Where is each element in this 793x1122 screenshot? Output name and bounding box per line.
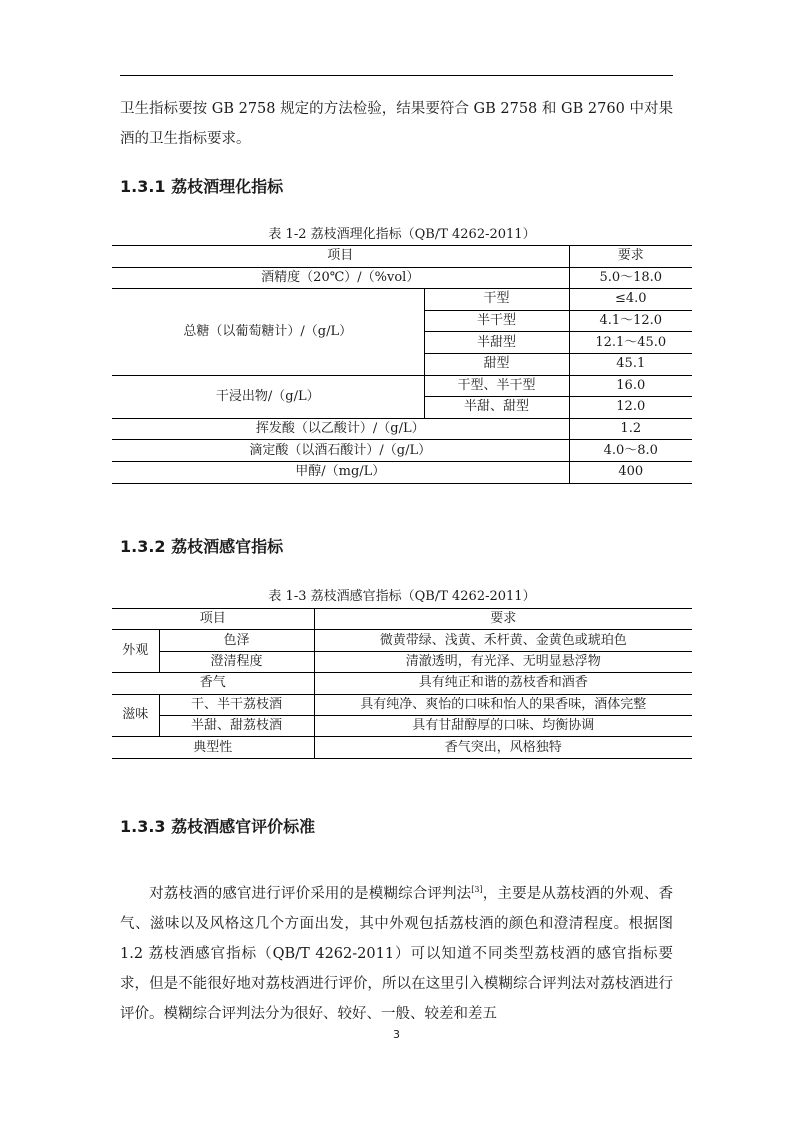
alcohol-label: 酒精度（20℃）/（%vol） bbox=[112, 267, 569, 289]
methanol-label: 甲醇/（mg/L） bbox=[112, 461, 569, 483]
table-row bbox=[112, 440, 692, 462]
table-row bbox=[112, 737, 692, 758]
section-heading-physicochemical: 1.3.1 荔枝酒理化指标 bbox=[120, 177, 284, 196]
appearance-value: 清澈透明，有光泽、无明显悬浮物 bbox=[314, 651, 692, 672]
sugar-value: 45.1 bbox=[569, 353, 692, 375]
appearance-sub-label: 色泽 bbox=[159, 630, 314, 651]
extract-value: 16.0 bbox=[569, 375, 692, 397]
table-header-row bbox=[112, 246, 692, 268]
volatile-acid-label: 挥发酸（以乙酸计）/（g/L） bbox=[112, 418, 569, 440]
header-requirement: 要求 bbox=[314, 609, 692, 630]
typicality-value: 香气突出，风格独特 bbox=[314, 737, 692, 758]
volatile-acid-value: 1.2 bbox=[569, 418, 692, 440]
taste-value: 具有甘甜醇厚的口味、均衡协调 bbox=[314, 715, 692, 736]
sugar-label: 总糖（以葡萄糖计）/（g/L） bbox=[112, 289, 424, 375]
titratable-acid-value: 4.0～8.0 bbox=[569, 440, 692, 462]
header-item: 项目 bbox=[112, 609, 314, 630]
extract-type: 半甜、甜型 bbox=[424, 397, 569, 419]
table-header-row bbox=[112, 609, 692, 630]
appearance-value: 微黄带绿、浅黄、禾杆黄、金黄色或琥珀色 bbox=[314, 630, 692, 651]
appearance-label: 外观 bbox=[112, 630, 159, 673]
sugar-type: 干型 bbox=[424, 289, 569, 311]
table-row bbox=[112, 694, 692, 715]
sugar-value: 4.1～12.0 bbox=[569, 310, 692, 332]
alcohol-value: 5.0～18.0 bbox=[569, 267, 692, 289]
paragraph-text-rest: ，主要是从荔枝酒的外观、香气、滋味以及风格这几个方面出发，其中外观包括荔枝酒的颜色和澄清程度。根据图 1.2 荔枝酒感官指标（QB/T 4262-2011）可以知道不同类型荔枝酒的感官指标要求，但是不能很好地对荔枝酒进行评价，所以在这里引入模糊综合评判法对荔枝酒进行评价。模糊综合评判法分为很好、较好、一般、较差和差五 bbox=[120, 886, 674, 1022]
extract-type: 干型、半干型 bbox=[424, 375, 569, 397]
table-row bbox=[112, 630, 692, 651]
sugar-value: 12.1～45.0 bbox=[569, 332, 692, 354]
table-caption-physicochemical: 表 1-2 荔枝酒理化指标（QB/T 4262-2011） bbox=[268, 227, 536, 242]
sugar-value: ≤4.0 bbox=[569, 289, 692, 311]
paragraph-text-start: 对荔枝酒的感官进行评价采用的是模糊综合评判法 bbox=[149, 886, 472, 902]
table-row bbox=[112, 461, 692, 483]
extract-label: 干浸出物/（g/L） bbox=[112, 375, 424, 418]
table-row bbox=[112, 673, 692, 694]
sensory-table bbox=[112, 608, 692, 759]
sugar-type: 半甜型 bbox=[424, 332, 569, 354]
physicochemical-table bbox=[112, 245, 692, 484]
titratable-acid-label: 滴定酸（以酒石酸计）/（g/L） bbox=[112, 440, 569, 462]
header-requirement: 要求 bbox=[569, 246, 692, 268]
evaluation-paragraph bbox=[120, 879, 673, 1029]
table-row bbox=[112, 418, 692, 440]
taste-label: 滋味 bbox=[112, 694, 159, 737]
section-heading-sensory: 1.3.2 荔枝酒感官指标 bbox=[120, 537, 284, 556]
sugar-type: 甜型 bbox=[424, 353, 569, 375]
intro-paragraph: 卫生指标要按 GB 2758 规定的方法检验，结果要符合 GB 2758 和 GB 2760 中对果酒的卫生指标要求。 bbox=[120, 101, 673, 147]
table-caption-sensory: 表 1-3 荔枝酒感官指标（QB/T 4262-2011） bbox=[268, 589, 536, 604]
table-row bbox=[112, 651, 692, 672]
taste-sub-label: 半甜、甜荔枝酒 bbox=[159, 715, 314, 736]
header-item: 项目 bbox=[112, 246, 569, 268]
aroma-label: 香气 bbox=[112, 673, 314, 694]
header-rule bbox=[120, 75, 673, 76]
taste-sub-label: 干、半干荔枝酒 bbox=[159, 694, 314, 715]
sugar-type: 半干型 bbox=[424, 310, 569, 332]
typicality-label: 典型性 bbox=[112, 737, 314, 758]
table-row bbox=[112, 267, 692, 289]
extract-value: 12.0 bbox=[569, 397, 692, 419]
appearance-sub-label: 澄清程度 bbox=[159, 651, 314, 672]
aroma-value: 具有纯正和谐的荔枝香和酒香 bbox=[314, 673, 692, 694]
table-row bbox=[112, 289, 692, 311]
taste-value: 具有纯净、爽怡的口味和怡人的果香味，酒体完整 bbox=[314, 694, 692, 715]
page-number: 3 bbox=[393, 1028, 400, 1041]
citation-ref: [3] bbox=[471, 885, 483, 895]
methanol-value: 400 bbox=[569, 461, 692, 483]
section-heading-evaluation: 1.3.3 荔枝酒感官评价标准 bbox=[120, 817, 316, 836]
table-row bbox=[112, 375, 692, 397]
table-row bbox=[112, 715, 692, 736]
